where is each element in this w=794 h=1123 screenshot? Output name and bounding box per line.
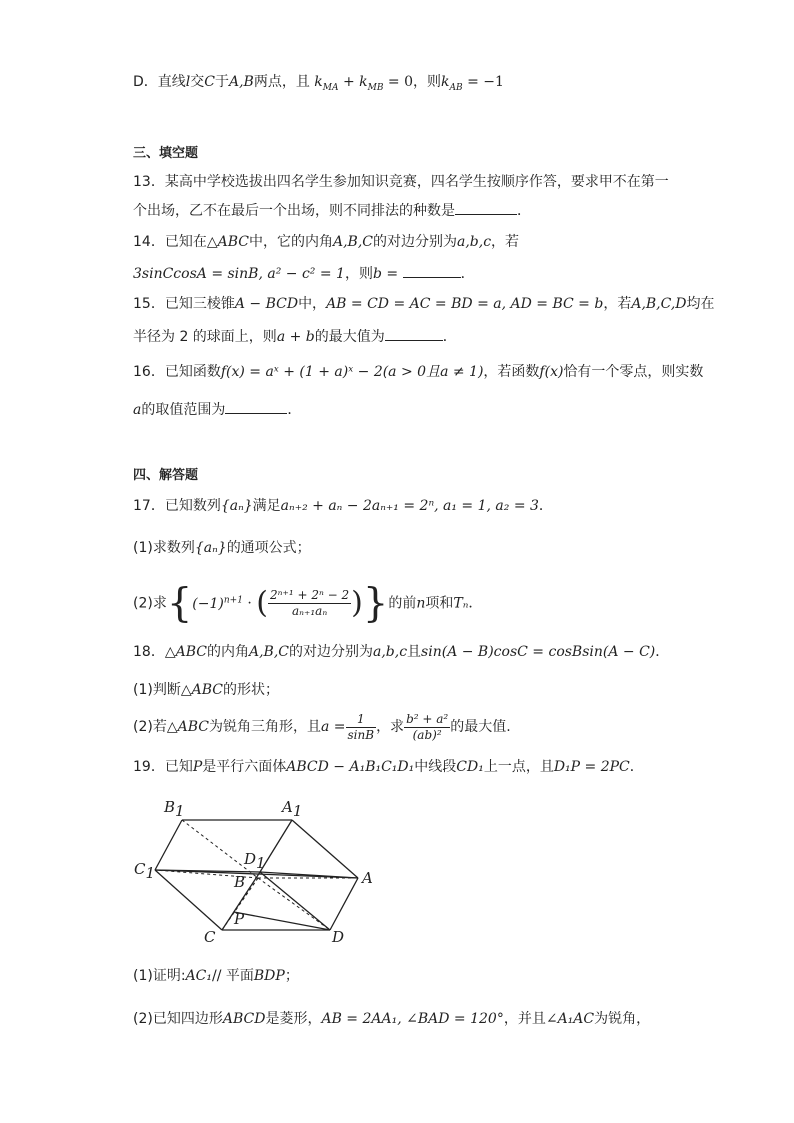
- text: (2)已知四边形: [133, 1011, 223, 1027]
- q19-part2: [133, 1009, 650, 1029]
- slope-ab: $k_{AB} = -1$: [441, 74, 504, 93]
- var-c: C: [204, 74, 215, 90]
- text: 19．已知: [133, 759, 193, 775]
- text: 的前: [388, 595, 417, 612]
- text: 上一点，且: [483, 759, 554, 775]
- slope-condition: $k_{MA} + k_{MB} = 0$: [314, 74, 414, 93]
- text: (1)判断: [133, 682, 181, 698]
- fraction-a: $\frac{1}{\sin B}$: [347, 711, 375, 742]
- text: ，并且: [503, 1011, 546, 1027]
- text: (2)若: [133, 719, 167, 735]
- text: 交: [190, 74, 205, 90]
- triangle-abc: △ABC: [166, 719, 209, 735]
- label-d: D: [332, 928, 345, 946]
- q17-part2: (2)求{$(-1)^{n+1}$ · ( $\frac{\text{2ⁿ⁺¹ + 2ⁿ − 2}}{\text{aₙ₊₁aₙ}}$ )}的前n项和Tₙ．: [133, 580, 483, 627]
- q19-line1: [133, 757, 644, 777]
- var-ab: A,B: [228, 74, 254, 90]
- text: 是菱形，: [265, 1011, 322, 1027]
- text: ，若: [603, 296, 632, 312]
- text: 18．: [133, 644, 165, 660]
- pyramid: A − BCD: [234, 296, 299, 312]
- right-brace: }: [362, 580, 389, 627]
- q14-line1: [133, 232, 519, 252]
- edge-a1-a: [292, 820, 358, 878]
- var-a: a: [133, 402, 142, 418]
- text: ，若函数: [483, 364, 540, 380]
- sequence: {aₙ}: [194, 540, 227, 556]
- label-a1: A1: [282, 798, 303, 820]
- section-fill-blank-title: 三、填空题: [133, 146, 199, 161]
- left-brace: {: [166, 580, 193, 627]
- label-b1: B1: [164, 798, 185, 820]
- text: ．: [442, 329, 457, 345]
- q18-part2: [133, 708, 511, 746]
- text: (1)求数列: [133, 540, 195, 556]
- answer-blank[interactable]: [385, 326, 443, 341]
- answer-blank[interactable]: [403, 263, 461, 278]
- text: 项和: [425, 595, 454, 612]
- angle: ∠A₁AC: [545, 1011, 595, 1027]
- fraction-target: $\frac{\text{b² + a²}}{\text{(ab)²}}$: [406, 711, 449, 742]
- a-equals: a =: [320, 719, 346, 735]
- parallelepiped-figure: [130, 790, 390, 950]
- q18-part1: [133, 680, 279, 700]
- q16-line2: [133, 399, 301, 420]
- text: 的形状；: [222, 682, 279, 698]
- text: 为锐角，: [594, 1011, 651, 1027]
- condition: D₁P = 2PC: [553, 759, 630, 775]
- text: ，则: [413, 74, 442, 90]
- text: 且: [407, 644, 422, 660]
- text: 为锐角三角形，且: [208, 719, 321, 735]
- text: 14．已知在: [133, 234, 207, 250]
- text: ．: [629, 759, 644, 775]
- var-b: b: [372, 266, 382, 282]
- fraction: $\frac{\text{2ⁿ⁺¹ + 2ⁿ − 2}}{\text{aₙ₊₁aₙ}}$: [270, 588, 350, 619]
- equation: sin(A − B)cosC = cosBsin(A − C): [421, 644, 656, 660]
- q16-line1: [133, 362, 703, 382]
- label-a: A: [362, 869, 373, 887]
- angles: A,B,C: [332, 234, 373, 250]
- text: 中，: [298, 296, 327, 312]
- text: 满足: [252, 498, 281, 514]
- edge-c1-b1: [155, 820, 182, 870]
- label-c1: C1: [134, 860, 156, 882]
- text: 的内角: [206, 644, 249, 660]
- text: (2)求: [133, 595, 167, 612]
- line-ac1: AC₁: [185, 968, 212, 984]
- edge-d1-d: [260, 872, 330, 930]
- expression: a + b: [276, 329, 315, 345]
- var-l: l: [185, 74, 191, 90]
- text: 恰有一个零点，则实数: [563, 364, 704, 380]
- text: 个出场，乙不在最后一个出场，则不同排法的种数是: [133, 203, 455, 219]
- text: 均在: [686, 296, 715, 312]
- text: // 平面: [212, 968, 254, 984]
- right-paren: ): [351, 585, 363, 621]
- q13-line1: 13．某高中学校选拔出四名学生参加知识竞赛，四名学生按顺序作答，要求甲不在第一: [133, 174, 669, 190]
- text: 中，它的内角: [248, 234, 333, 250]
- text: 16．已知函数: [133, 364, 221, 380]
- text: ，求: [376, 719, 405, 735]
- q15-line1: [133, 294, 715, 314]
- quad-abcd: ABCD: [222, 1011, 266, 1027]
- option-d-label: D．直线: [133, 74, 186, 90]
- var-tn: Tₙ: [453, 595, 469, 612]
- function-def: f(x) = aˣ + (1 + a)ˣ − 2(a > 0且a ≠ 1): [220, 364, 484, 380]
- solid-name: ABCD − A₁B₁C₁D₁: [286, 759, 415, 775]
- text: ，则: [344, 266, 373, 282]
- triangle-abc: △ABC: [180, 682, 223, 698]
- sign-term: $(-1)^{n+1}$: [192, 595, 243, 612]
- hidden-b1-b: [182, 820, 258, 878]
- segment-p-d: [234, 912, 330, 930]
- q18-line1: [133, 642, 669, 662]
- q17-line1: [133, 496, 553, 516]
- text: 两点，且: [253, 74, 310, 90]
- text: ，若: [491, 234, 520, 250]
- label-d1: D1: [244, 850, 266, 872]
- function-ref: f(x): [539, 364, 564, 380]
- q14-line2: 3sinCcosA = sinB, a² − c² = 1，则b = ．: [133, 263, 475, 284]
- answer-blank[interactable]: [455, 200, 517, 215]
- text: ．: [517, 203, 531, 219]
- var-p: P: [192, 759, 203, 775]
- left-paren: (: [256, 585, 269, 621]
- label-b: B: [234, 873, 246, 891]
- sides: a,b,c: [456, 234, 492, 250]
- sides: a,b,c: [372, 644, 408, 660]
- triangle-abc: △ABC: [206, 234, 249, 250]
- text: ．: [460, 266, 475, 282]
- text: 半径为 2 的球面上，则: [133, 329, 277, 345]
- plane-bdp: BDP: [253, 968, 285, 984]
- text: ．: [655, 644, 670, 660]
- condition: AB = CD = AC = BD = a, AD = BC = b: [326, 296, 604, 312]
- label-p: P: [234, 910, 245, 928]
- text: 17．已知数列: [133, 498, 221, 514]
- equation: 3sinCcosA = sinB, a² − c² = 1: [133, 266, 345, 282]
- q15-line2: [133, 326, 457, 347]
- text: ．: [468, 595, 483, 612]
- label-c: C: [204, 928, 216, 946]
- section-answer-title: 四、解答题: [133, 468, 199, 483]
- q19-part1: [133, 966, 299, 986]
- var-n: n: [416, 595, 426, 612]
- recurrence: aₙ₊₂ + aₙ − 2aₙ₊₁ = 2ⁿ, a₁ = 1, a₂ = 3: [280, 498, 539, 514]
- text: 的最大值为: [314, 329, 385, 345]
- text: ．: [538, 498, 553, 514]
- text: 15．已知三棱锥: [133, 296, 235, 312]
- text: 的最大值.: [450, 719, 511, 735]
- edge-a-d: [330, 878, 358, 930]
- edge-c-c1: [155, 870, 222, 930]
- answer-blank[interactable]: [225, 399, 287, 414]
- text: 于: [214, 74, 229, 90]
- text: ；: [284, 968, 299, 984]
- text: 的对边分别为: [372, 234, 457, 250]
- text: 的取值范围为: [141, 402, 226, 418]
- q17-part1: [133, 538, 311, 558]
- text: 的通项公式；: [226, 540, 311, 556]
- angles: A,B,C: [248, 644, 289, 660]
- hidden-b-d: [258, 878, 330, 930]
- points: A,B,C,D: [631, 296, 687, 312]
- text: (1)证明:: [133, 968, 186, 984]
- text: ．: [287, 402, 302, 418]
- text: 是平行六面体: [202, 759, 287, 775]
- sequence: {aₙ}: [220, 498, 253, 514]
- text: 的对边分别为: [288, 644, 373, 660]
- q12-option-d: [133, 72, 504, 98]
- segment: CD₁: [456, 759, 484, 775]
- condition: AB = 2AA₁, ∠BAD = 120°: [321, 1011, 504, 1027]
- triangle-abc: △ABC: [164, 644, 207, 660]
- text: 中线段: [414, 759, 457, 775]
- q13-line2: [133, 200, 531, 221]
